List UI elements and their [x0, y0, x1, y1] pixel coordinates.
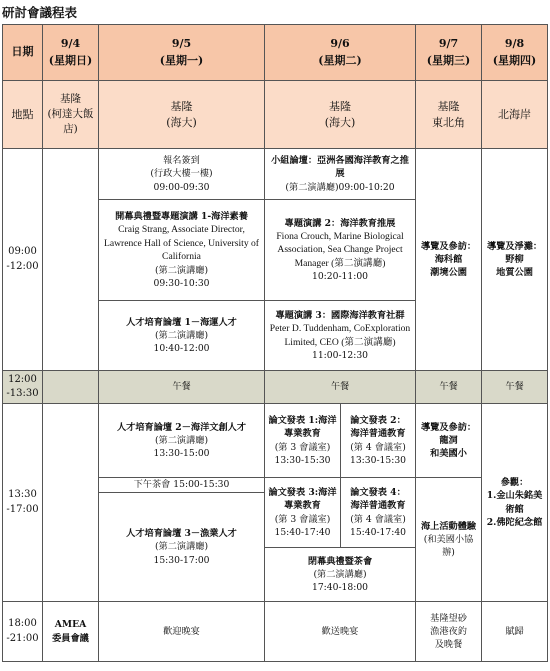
- lunch-0905: 午餐: [99, 371, 265, 404]
- morning-time: 09:00 -12:00: [3, 149, 43, 371]
- activity-0907-sea: 海上活動體驗 (和美國小協 辦): [416, 478, 482, 602]
- session-paper-3: 論文發表 3:海洋 專業教育 (第 3 會議室) 15:40-17:40: [265, 478, 341, 548]
- tour-0908-afternoon: 參觀： 1.金山朱銘美 術館 2.佛陀紀念館: [482, 404, 548, 602]
- lunch-0908: 午餐: [482, 371, 548, 404]
- tour-0908-morning: 導覽及淨灘： 野柳 地質公園: [482, 149, 548, 371]
- afternoon-time: 13:30 -17:00: [3, 404, 43, 602]
- location-row: [3, 81, 548, 149]
- morning-row-1: [3, 149, 548, 200]
- session-closing: 閉幕典禮暨茶會 (第二演講廳) 17:40-18:00: [265, 548, 416, 602]
- location-0906: 基隆 (海大): [265, 81, 416, 149]
- day-header-0907: 9/7 (星期三): [416, 25, 482, 81]
- header-row: [3, 25, 548, 81]
- morning-0904-empty: [43, 149, 99, 371]
- day-header-0906: 9/6 (星期二): [265, 25, 416, 81]
- session-paper-4: 論文發表 4： 海洋普通教育 (第 4 會議室) 15:40-17:40: [341, 478, 416, 548]
- location-label: 地點: [3, 81, 43, 149]
- lunch-0907: 午餐: [416, 371, 482, 404]
- session-forum-3: 人才培育論壇 3－漁業人才 (第二演講廳) 15:30-17:00: [99, 493, 265, 602]
- lunch-0904-empty: [43, 371, 99, 404]
- evening-0905: 歡迎晚宴: [99, 602, 265, 662]
- lunch-0906: 午餐: [265, 371, 416, 404]
- session-keynote-2: 專題演講 2：海洋教育推展 Fiona Crouch, Marine Biological Association, Sea Change Project Manager (第二演講廳) 10:20-11:00: [265, 200, 416, 301]
- date-label: 日期: [3, 25, 43, 81]
- location-0904: 基隆 (柯達大飯 店): [43, 81, 99, 149]
- tour-0907-afternoon: 導覽及參訪： 龍洞 和美國小: [416, 404, 482, 478]
- session-keynote-1: 開幕典禮暨專題演講 1-海洋素養 Craig Strang, Associate Director, Lawrence Hall of Science, University of California (第二演講廳) 09:30-10:30: [99, 200, 265, 301]
- session-panel-asia: 小組論壇：亞洲各國海洋教育之推 展 (第二演講廳)09:00-10:20: [265, 149, 416, 200]
- tour-0907-morning: 導覽及參訪： 海科館 潮境公園: [416, 149, 482, 371]
- session-paper-1: 論文發表 1:海洋 專業教育 (第 3 會議室) 13:30-15:30: [265, 404, 341, 478]
- session-forum-2: 人才培育論壇 2－海洋文創人才 (第二演講廳) 13:30-15:00: [99, 404, 265, 478]
- evening-0904: AMEA 委員會議: [43, 602, 99, 662]
- location-0907: 基隆 東北角: [416, 81, 482, 149]
- location-0908: 北海岸: [482, 81, 548, 149]
- agenda-table: [2, 24, 548, 662]
- lunch-time: 12:00 -13:30: [3, 371, 43, 404]
- day-header-0905: 9/5 (星期一): [99, 25, 265, 81]
- evening-0908: 賦歸: [482, 602, 548, 662]
- afternoon-0904-empty: [43, 404, 99, 602]
- session-keynote-3: 專題演講 3：國際海洋教育社群 Peter D. Tuddenham, CoExploration Limited, CEO (第二演講廳) 11:00-12:30: [265, 301, 416, 371]
- session-registration: 報名簽到 (行政大樓一樓) 09:00-09:30: [99, 149, 265, 200]
- session-paper-2: 論文發表 2： 海洋普通教育 (第 4 會議室) 13:30-15:30: [341, 404, 416, 478]
- afternoon-row-1: [3, 404, 548, 478]
- session-tea-break: 下午茶會 15:00-15:30: [99, 478, 265, 493]
- evening-time: 18:00 -21:00: [3, 602, 43, 662]
- location-0905: 基隆 (海大): [99, 81, 265, 149]
- day-header-0904: 9/4 (星期日): [43, 25, 99, 81]
- lunch-row: [3, 371, 548, 404]
- day-header-0908: 9/8 (星期四): [482, 25, 548, 81]
- evening-row: [3, 602, 548, 662]
- page-title: 研討會議程表: [2, 5, 78, 20]
- session-forum-1: 人才培育論壇 1－海運人才 (第二演講廳) 10:40-12:00: [99, 301, 265, 371]
- evening-0906: 歡送晚宴: [265, 602, 416, 662]
- evening-0907: 基隆望砂 漁港夜釣 及晚餐: [416, 602, 482, 662]
